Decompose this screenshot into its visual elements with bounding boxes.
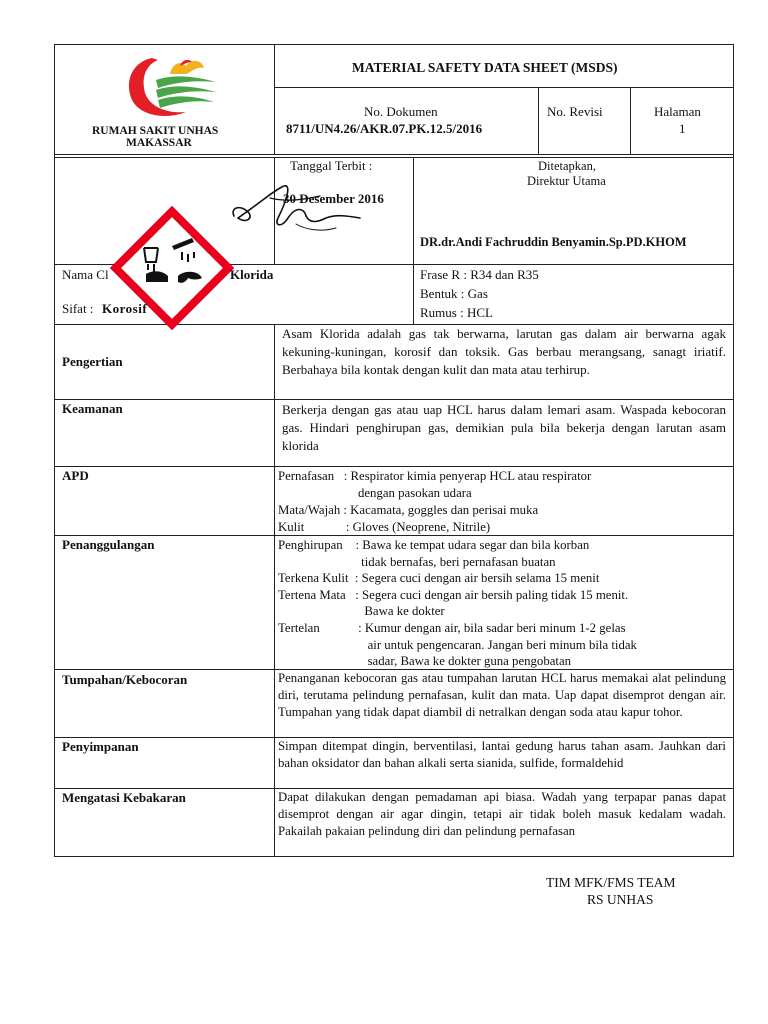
issue-date: 30 Desember 2016 [283,191,384,206]
approved-position: Direktur Utama [527,174,606,188]
section-label-penyimpanan: Penyimpanan [62,739,139,754]
footer-org: RS UNHAS [587,892,654,907]
material-formula: Rumus : HCL [420,305,493,320]
border [54,157,734,158]
document-title: MATERIAL SAFETY DATA SHEET (MSDS) [352,60,618,75]
border [274,324,275,857]
section-text-keamanan: Berkerja dengan gas atau uap HCL harus dalam lemari asam. Waspada kebocoran gas. Hindari penghirupan gas, demikian pula bila bekerja dengan larutan asam klorida [282,402,726,453]
penanggulangan-line: air untuk pengencaran. Jangan beri minum bila tidak [278,638,637,652]
director-name: DR.dr.Andi Fachruddin Benyamin.Sp.PD.KHOM [420,235,687,249]
section-label-tumpahan: Tumpahan/Kebocoran [62,672,188,687]
material-nature-label: Sifat : [62,301,94,316]
border [54,44,55,857]
border [538,87,539,155]
revision-label: No. Revisi [547,104,603,119]
border [733,44,734,857]
border [630,87,631,155]
apd-line: Kulit : Gloves (Neoprene, Nitrile) [278,520,491,534]
apd-line: Pernafasan : Respirator kimia penyerap HCL atau respirator [278,469,592,483]
border [54,44,734,45]
section-text-pengertian: Asam Klorida adalah gas tak berwarna, larutan gas dalam air berwarna agak kekuning-kuningan, korosif dan toksik. Gas berbau merangsang, sanagt iriatif. Berbahaya bila kontak dengan kulit dan mata atau terhirup. [282,326,726,377]
material-form: Bentuk : Gas [420,286,488,301]
section-text-kebakaran: Dapat dilakukan dengan pemadaman api biasa. Wadah yang terpapar panas dapat disemprot dengan air agar dingin, tetapi air tidak boleh masuk kedalam wadah. Pakailah pakaian pelindung diri dan pelindung pernafasan [278,790,726,838]
penanggulangan-line: Bawa ke dokter [278,604,445,618]
section-label-apd: APD [62,468,89,483]
logo-green-stripe [158,96,214,108]
border [54,154,734,155]
border [413,157,414,324]
document-number: 8711/UN4.26/AKR.07.PK.12.5/2016 [286,121,483,136]
material-name-label: Nama Cl [62,267,109,282]
border [54,856,734,857]
material-nature-value: Korosif [102,301,148,316]
section-label-keamanan: Keamanan [62,401,123,416]
hospital-logo [122,52,218,120]
penanggulangan-line: Terkena Kulit : Segera cuci dengan air bersih selama 15 menit [278,571,600,585]
page-number: 1 [679,121,686,136]
section-label-kebakaran: Mengatasi Kebakaran [62,790,186,805]
section-text-tumpahan: Penanganan kebocoran gas atau tumpahan larutan HCL harus memakai alat pelindung diri, terutama pelindung pernafasan, kulit dan mata. Uap dapat disemprot dengan air. Tumpahan yang tidak dapat diambil di netralkan dengan soda atau kapur tohor. [278,671,726,719]
border [274,44,275,155]
section-label-pengertian: Pengertian [62,354,123,369]
penanggulangan-line: Tertena Mata : Segera cuci dengan air bersih paling tidak 15 menit. [278,588,629,602]
issue-date-label: Tanggal Terbit : [290,158,373,173]
logo-green-stripe [156,76,216,88]
signature [226,178,386,238]
footer-team: TIM MFK/FMS TEAM [546,875,676,890]
document-number-label: No. Dokumen [364,104,438,119]
apd-line: dengan pasokan udara [278,486,472,500]
apd-line: Mata/Wajah : Kacamata, goggles dan perisai muka [278,503,539,517]
material-name-value: Klorida [230,267,274,282]
penanggulangan-line: Tertelan : Kumur dengan air, bila sadar beri minum 1-2 gelas [278,621,626,635]
border [274,87,734,88]
penanggulangan-line: tidak bernafas, beri pernafasan buatan [278,555,556,569]
section-label-penanggulangan: Penanggulangan [62,537,155,552]
penanggulangan-line: Penghirupan : Bawa ke tempat udara segar dan bila korban [278,538,590,552]
hospital-name-line2: MAKASSAR [126,137,192,149]
page-label: Halaman [654,104,701,119]
border [54,399,734,400]
penanggulangan-line: sadar, Bawa ke dokter guna pengobatan [278,654,572,668]
hospital-name-line1: RUMAH SAKIT UNHAS [92,125,219,137]
approved-label: Ditetapkan, [538,159,596,173]
logo-green-stripe [156,86,216,98]
border [54,466,734,467]
section-text-penyimpanan: Simpan ditempat dingin, berventilasi, lantai gedung harus tahan asam. Jauhkan dari bahan oksidator dan bahan alkali serta sianida, sulfide, formaldehid [278,739,726,770]
risk-phrase: Frase R : R34 dan R35 [420,267,539,282]
